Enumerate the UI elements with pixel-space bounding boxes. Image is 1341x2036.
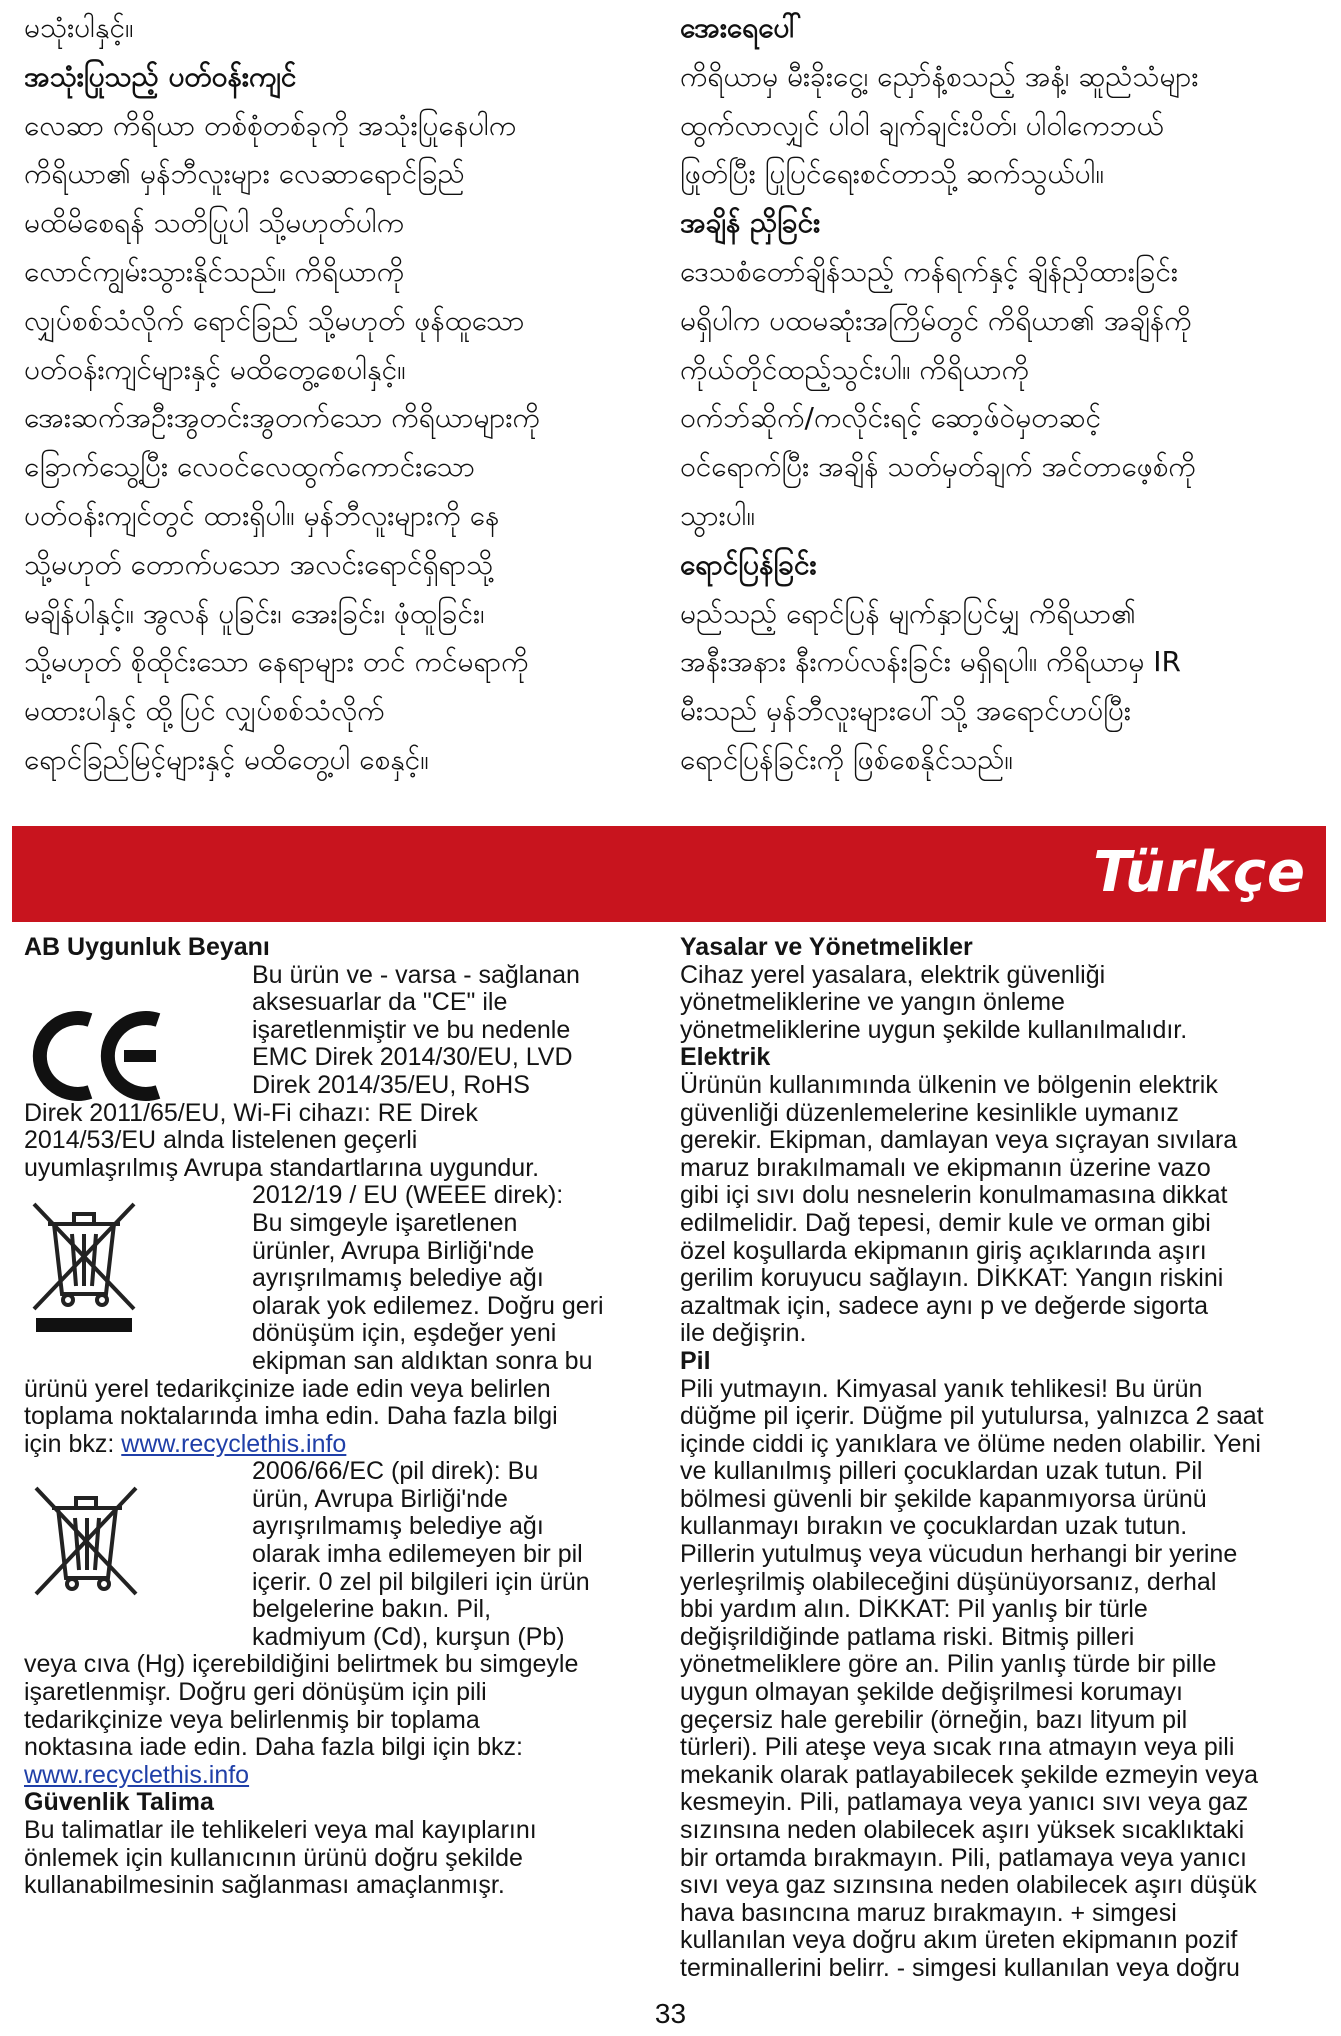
text-line	[24, 1100, 660, 1128]
text-line	[24, 1679, 660, 1707]
text-line: ဖြုတ်ပြီး ပြုပြင်ရေးစင်တာသို့ ဆက်သွယ်ပါ။	[680, 157, 1104, 191]
section-heading	[24, 1789, 660, 1817]
text-line: ဝက်ဘ်ဆိုက်/ကလိုင်းရင့် ဆော့ဖ်ဝဲမှတဆင့်	[680, 401, 1102, 435]
text-line: ထွက်လာလျှင် ပါဝါ ချက်ချင်းပိတ်၊ ပါဝါကေဘယ်	[680, 108, 1164, 142]
line-text: Pillerin yutulmuş veya vücudun herhangi bir yerine	[680, 1541, 1238, 1569]
text-line	[24, 1155, 660, 1183]
text-line	[24, 1348, 660, 1376]
text-line	[680, 1817, 1330, 1845]
line-text: geçersiz hale gerebilir (örneğin, bazı lityum pil	[680, 1706, 1188, 1734]
text-line	[680, 1762, 1330, 1790]
text-line: လေဆာ ကိရိယာ တစ်စုံတစ်ခုကို အသုံးပြုနေပါက	[24, 108, 517, 142]
text-line	[24, 1127, 660, 1155]
line-text: dönüşüm için, eşdeğer yeni	[252, 1320, 557, 1348]
line-text: terminallerini belirr. - simgesi kullanılan veya doğru	[680, 1954, 1240, 1982]
line-text: Pil	[680, 1347, 711, 1375]
text-line	[24, 1017, 660, 1045]
line-text: azaltmak için, sadece aynı p ve değerde sigorta	[680, 1292, 1209, 1320]
turkish-right-column	[680, 934, 1330, 1983]
line-text: edilmelidir. Dağ tepesi, demir kule ve orman gibi	[680, 1209, 1211, 1237]
text-line: ကိရိယာ၏ မှန်ဘီလူးများ လေဆာရောင်ခြည်	[24, 157, 465, 191]
text-line	[680, 1845, 1330, 1873]
text-line: လောင်ကျွမ်းသွားနိုင်သည်။ ကိရိယာကို	[24, 254, 405, 288]
line-text: EMC Direk 2014/30/EU, LVD	[252, 1044, 573, 1072]
text-line	[680, 1789, 1330, 1817]
text-line	[24, 1707, 660, 1735]
text-line: ပတ်ဝန်းကျင်များနှင့် မထိတွေ့စေပါနှင့်။	[24, 352, 406, 386]
text-line: မသုံးပါနှင့်။	[24, 11, 134, 44]
text-line	[24, 1872, 660, 1900]
line-text: mekanik olarak patlayabilecek şekilde ezmeyin veya	[680, 1761, 1259, 1789]
line-text: Cihaz yerel yasalara, elektrik güvenliği	[680, 961, 1106, 989]
text-line	[680, 1376, 1330, 1404]
section-heading	[680, 934, 1330, 962]
text-line: ကိုယ်တိုင်ထည့်သွင်းပါ။ ကိရိယာကို	[680, 352, 1029, 386]
text-line	[680, 1707, 1330, 1735]
text-line: ဒေသစံတော်ချိန်သည့် ကန်ရက်နှင့် ချိန်ညှိထားခြင်း	[680, 254, 1179, 288]
line-text: ürün, Avrupa Birliği'nde	[252, 1485, 508, 1513]
text-line	[24, 1044, 660, 1072]
line-text: gerekir. Ekipman, damlayan veya sıçrayan sıvılara	[680, 1127, 1238, 1155]
line-text: Direk 2011/65/EU, Wi-Fi cihazı: RE Direk	[24, 1099, 478, 1127]
text-line: မည်သည့် ရောင်ပြန် မျက်နှာပြင်မျှ ကိရိယာ၏	[680, 596, 1137, 630]
text-line: ဝင်ရောက်ပြီး အချိန် သတ်မှတ်ချက် အင်တာဖေ့စ်ကို	[680, 450, 1196, 484]
line-text: bir ortamda bırakmayın. Pili, patlamaya veya yanıcı	[680, 1844, 1247, 1872]
text-line	[24, 1486, 660, 1514]
language-banner	[12, 826, 1326, 922]
text-line: အေးဆက်အဦးအွတင်းအွတက်သော ကိရိယာများကို	[24, 401, 540, 435]
text-line	[680, 1734, 1330, 1762]
text-line	[680, 1569, 1330, 1597]
text-line	[680, 1541, 1330, 1569]
text-line	[24, 962, 660, 990]
text-line	[24, 1762, 660, 1790]
text-line	[24, 1238, 660, 1266]
line-text: Elektrik	[680, 1044, 771, 1072]
line-text: bbi yardım alın. DİKKAT: Pil yanlış bir türle	[680, 1596, 1148, 1624]
line-text: yönetmeliklerine uygun şekilde kullanılmalıdır.	[680, 1016, 1188, 1044]
text-line: မထားပါနှင့် ထို့ပြင် လျှပ်စစ်သံလိုက်	[24, 694, 385, 728]
turkish-left-column	[24, 934, 660, 1900]
text-line: ကိရိယာမှ မီးခိုးငွေ့၊ ညှော်နံ့စသည့် အနံ့၊ ဆူညံသံများ	[680, 59, 1199, 93]
text-line	[680, 1955, 1330, 1983]
text-line	[24, 1624, 660, 1652]
text-line	[680, 1127, 1330, 1155]
line-text: kullanılan veya doğru akım üreten ekipmanın pozif	[680, 1927, 1238, 1955]
text-line	[680, 1182, 1330, 1210]
line-text: kadmiyum (Cd), kurşun (Pb)	[252, 1623, 565, 1651]
line-text: uygun olmayan şekilde değişrilmesi korumayı	[680, 1679, 1184, 1707]
myanmar-left-column	[24, 4, 664, 785]
line-text: için bkz:	[24, 1430, 122, 1458]
text-line: ရောင်ပြန်ခြင်းကို ဖြစ်စေနိုင်သည်။	[680, 742, 1013, 776]
line-text: bölmesi güvenli bir şekilde kapanmıyorsa ürünü	[680, 1485, 1207, 1513]
text-line	[680, 1431, 1330, 1459]
line-text: değişrildiğinde patlama riski. Bitmiş pilleri	[680, 1623, 1135, 1651]
line-text: işaretlenmiştir ve bu nedenle	[252, 1016, 571, 1044]
line-text: 2006/66/EC (pil direk): Bu	[252, 1458, 539, 1486]
text-line	[24, 1734, 660, 1762]
text-line	[680, 1320, 1330, 1348]
section-heading: အသုံးပြုသည့် ပတ်ဝန်းကျင်	[24, 59, 297, 93]
line-text: ürünler, Avrupa Birliği'nde	[252, 1237, 535, 1265]
line-text: ve kullanılmış pilleri çocuklardan uzak tutun. Pil	[680, 1458, 1203, 1486]
line-text: türleri). Pili ateşe veya sıcak rına atmayın veya pili	[680, 1734, 1235, 1762]
text-line	[680, 1900, 1330, 1928]
line-text: sıvı veya gaz sızınsına neden olabilecek aşırı düşük	[680, 1872, 1257, 1900]
line-text: yönetmeliklere göre an. Pilin yanlış türde bir pille	[680, 1651, 1217, 1679]
text-line	[680, 989, 1330, 1017]
line-text: gerilim koruyucu sağlayın. DİKKAT: Yangın riskini	[680, 1265, 1224, 1293]
line-text: AB Uygunluk Beyanı	[24, 934, 270, 961]
line-text: sızınsına neden olabilecek aşırı yüksek sıcaklıktaki	[680, 1817, 1245, 1844]
text-line: လျှပ်စစ်သံလိုက် ရောင်ခြည် သို့မဟုတ် ဖုန်ထူသော	[24, 303, 525, 337]
text-line	[24, 1293, 660, 1321]
text-line	[680, 1679, 1330, 1707]
text-line	[24, 1458, 660, 1486]
text-line	[24, 1072, 660, 1100]
text-line: ပတ်ဝန်းကျင်တွင် ထားရှိပါ။ မှန်ဘီလူးများကို နေ	[24, 498, 500, 532]
text-line: မချိန်ပါနှင့်။ အွလန် ပူခြင်း၊ အေးခြင်း၊ ဖုံထူခြင်း၊	[24, 596, 485, 630]
text-line	[24, 989, 660, 1017]
line-text: belgelerine bakın. Pil,	[252, 1596, 492, 1624]
line-text: toplama noktalarında imha edin. Daha fazla bilgi	[24, 1403, 558, 1431]
text-line	[680, 1624, 1330, 1652]
line-text: tedarikçinize veya belirlenmiş bir toplama	[24, 1706, 480, 1734]
line-text: olarak yok edilemez. Doğru geri	[252, 1292, 604, 1320]
text-line	[680, 1651, 1330, 1679]
myanmar-right-column	[680, 4, 1320, 785]
recycle-info-link[interactable]: www.recyclethis.info	[121, 1430, 347, 1458]
line-text: işaretlenmişr. Doğru geri dönüşüm için pili	[24, 1679, 487, 1707]
text-line: သို့မဟုတ် စိုထိုင်းသော နေရာများ တင် ကင်မရာကို	[24, 645, 529, 679]
text-line	[24, 1651, 660, 1679]
recycle-info-link[interactable]: www.recyclethis.info	[24, 1761, 250, 1789]
line-text: düğme pil içerir. Düğme pil yutulursa, yalnızca 2 saat	[680, 1403, 1264, 1431]
text-line: သွားပါ။	[680, 498, 755, 532]
text-line: မထိမိစေရန် သတိပြုပါ သို့မဟုတ်ပါက	[24, 206, 405, 240]
line-text: Güvenlik Talima	[24, 1789, 214, 1817]
line-text: kesmeyin. Pili, patlamaya veya yanıcı sıvı veya gaz	[680, 1789, 1249, 1817]
line-text: kullanmayı bırakın ve çocuklardan uzak tutun.	[680, 1513, 1188, 1541]
text-line: ရောင်ခြည်မြင့်များနှင့် မထိတွေ့ပါ စေနှင့်။	[24, 742, 429, 776]
text-line: မရှိပါက ပထမဆုံးအကြိမ်တွင် ကိရိယာ၏ အချိန်ကို	[680, 303, 1192, 337]
line-text: noktasına iade edin. Daha fazla bilgi için bkz:	[24, 1734, 523, 1762]
text-line	[24, 1265, 660, 1293]
section-heading: အေးရေပေါ်	[680, 11, 803, 44]
line-text: Bu talimatlar ile tehlikeleri veya mal kayıplarını	[24, 1817, 537, 1844]
line-text: uyumlaşrılmış Avrupa standartlarına uygundur.	[24, 1154, 540, 1182]
line-text: özel koşullarda ekipmanın giriş açıklarında aşırı	[680, 1237, 1207, 1265]
text-line: မီးသည် မှန်ဘီလူးများပေါ်သို့ အရောင်ဟပ်ပြီး	[680, 694, 1131, 728]
line-text: ürünü yerel tedarikçinize iade edin veya belirlen	[24, 1375, 551, 1403]
text-line	[24, 1403, 660, 1431]
text-line	[680, 1293, 1330, 1321]
line-text: içinde ciddi iç yanıklara ve ölüme neden olabilir. Yeni	[680, 1430, 1261, 1458]
line-text: Bu simgeyle işaretlenen	[252, 1209, 518, 1237]
section-heading	[680, 1348, 1330, 1376]
text-line	[24, 1431, 660, 1459]
line-text: Yasalar ve Yönetmelikler	[680, 934, 973, 961]
text-line	[24, 1845, 660, 1873]
line-text: veya cıva (Hg) içerebildiğini belirtmek bu simgeyle	[24, 1651, 579, 1679]
line-text: içerir. 0 zel pil bilgileri için ürün	[252, 1568, 590, 1596]
line-text: ekipman san aldıktan sonra bu	[252, 1347, 593, 1375]
line-text: önlemek için kullanıcının ürünü doğru şekilde	[24, 1844, 523, 1872]
line-text: kullanabilmesinin sağlanması amaçlanmışr.	[24, 1872, 505, 1900]
text-line	[680, 1100, 1330, 1128]
section-heading: အချိန် ညှိခြင်း	[680, 206, 821, 240]
line-text: hava basıncına maruz bırakmayın. + simgesi	[680, 1899, 1177, 1927]
text-line	[680, 1872, 1330, 1900]
section-heading: ရောင်ပြန်ခြင်း	[680, 547, 817, 581]
text-line	[680, 1458, 1330, 1486]
text-line	[680, 1596, 1330, 1624]
text-line	[680, 1238, 1330, 1266]
text-line	[680, 1927, 1330, 1955]
line-text: ayrışrılmamış belediye ağı	[252, 1265, 544, 1293]
line-text: yerleşrilmiş olabileceğini düşünüyorsanız, derhal	[680, 1568, 1217, 1596]
text-line	[680, 1072, 1330, 1100]
line-text: Bu ürün ve - varsa - sağlanan	[252, 961, 580, 989]
text-line	[24, 1210, 660, 1238]
page-number: 33	[654, 1998, 687, 2029]
text-line	[680, 1210, 1330, 1238]
line-text: güvenliği düzenlemelerine kesinlikle uymanız	[680, 1099, 1179, 1127]
line-text: 2012/19 / EU (WEEE direk):	[252, 1182, 564, 1210]
line-text: olarak imha edilemeyen bir pil	[252, 1541, 583, 1569]
text-line	[680, 1486, 1330, 1514]
line-text: aksesuarlar da "CE" ile	[252, 989, 508, 1017]
banner-title: Türkçe	[1093, 840, 1306, 905]
text-line	[24, 1513, 660, 1541]
text-line	[24, 1596, 660, 1624]
line-text: maruz bırakılmamalı ve ekipmanın üzerine vazo	[680, 1154, 1211, 1182]
line-text: Ürünün kullanımında ülkenin ve bölgenin elektrik	[680, 1071, 1218, 1099]
text-line	[24, 1320, 660, 1348]
text-line	[680, 1017, 1330, 1045]
text-line	[680, 1155, 1330, 1183]
line-text: Pili yutmayın. Kimyasal yanık tehlikesi! Bu ürün	[680, 1375, 1203, 1403]
line-text: ayrışrılmamış belediye ağı	[252, 1513, 544, 1541]
text-line: ခြောက်သွေ့ပြီး လေဝင်လေထွက်ကောင်းသော	[24, 450, 476, 484]
line-text: 2014/53/EU alnda listelenen geçerli	[24, 1127, 418, 1155]
line-text: yönetmeliklerine ve yangın önleme	[680, 989, 1065, 1017]
text-line	[680, 1403, 1330, 1431]
text-line	[24, 1376, 660, 1404]
text-line: သို့မဟုတ် တောက်ပသော အလင်းရောင်ရှိရာသို့	[24, 547, 494, 581]
text-line: အနီးအနား နီးကပ်လန်းခြင်း မရှိရပါ။ ကိရိယာမှ IR	[680, 645, 1181, 679]
line-text: ile değişrin.	[680, 1320, 807, 1348]
section-heading	[24, 934, 660, 962]
text-line	[680, 1265, 1330, 1293]
line-text: Direk 2014/35/EU, RoHS	[252, 1071, 530, 1099]
text-line	[680, 962, 1330, 990]
text-line	[24, 1541, 660, 1569]
section-heading	[680, 1044, 1330, 1072]
text-line	[680, 1513, 1330, 1541]
text-line	[24, 1569, 660, 1597]
text-line	[24, 1182, 660, 1210]
line-text: gibi içi sıvı dolu nesnelerin konulmamasına dikkat	[680, 1182, 1228, 1210]
text-line	[24, 1817, 660, 1845]
